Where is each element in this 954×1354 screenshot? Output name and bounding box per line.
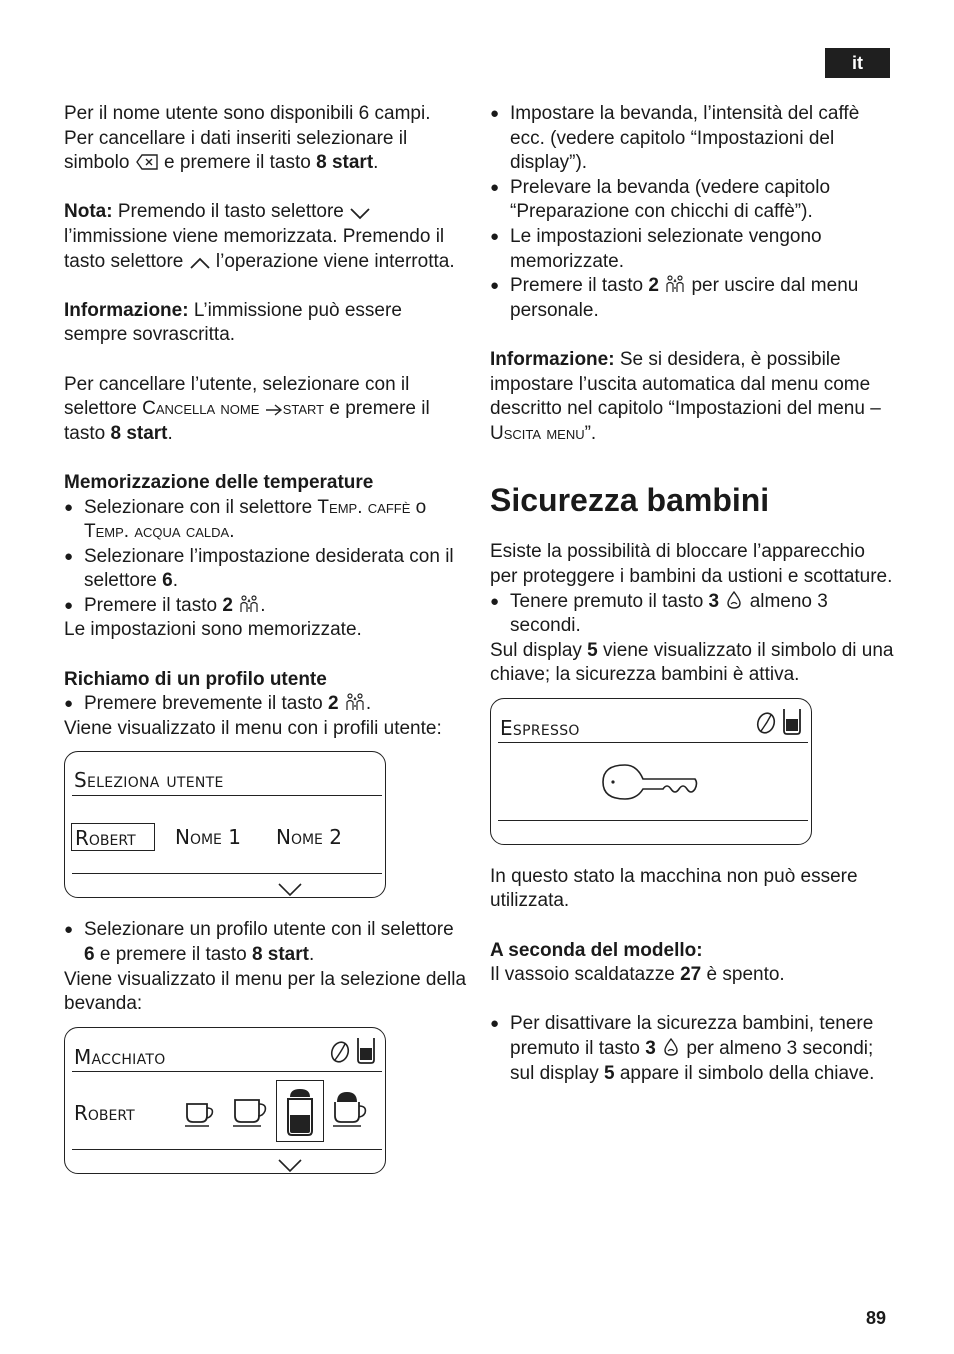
model-heading: A seconda del modello:: [490, 939, 703, 961]
right-column: [490, 102, 894, 1086]
locked-state-text: In questo stato la macchina non può essere utilizzata.: [490, 865, 858, 912]
espresso-cup-icon: [183, 1100, 217, 1136]
child-lock-intro: Esiste la possibilità di bloccare l’apparecchio per proteggere i bambini da ustioni e scottature.: [490, 541, 893, 587]
list-item: ● Selezionare con il selettore Temp. caffè o Temp. acqua calda.: [64, 496, 468, 545]
list-item: ● Impostare la bevanda, l’intensità del caffè ecc. (vedere capitolo “Impostazioni del display”).: [490, 102, 894, 176]
left-column: [64, 102, 468, 1194]
language-tab: it: [825, 48, 890, 78]
display-option: Nome 2: [276, 825, 342, 850]
list-item: ● Prelevare la bevanda (vedere capitolo “Preparazione con chicchi di caffè”).: [490, 176, 894, 225]
list-item: ● Tenere premuto il tasto 3 almeno 3 secondi.: [490, 590, 894, 639]
cup-strength-icon: [781, 707, 803, 743]
model-text: Il vassoio scaldatazze 27 è spento.: [490, 964, 785, 986]
list-item: ● Premere il tasto 2 per uscire dal menu personale.: [490, 274, 894, 323]
cappuccino-cup-icon: [331, 1086, 369, 1136]
list-item: ● Selezionare un profilo utente con il selettore 6 e premere il tasto 8 start.: [64, 918, 468, 967]
list-item: ● Per disattivare la sicurezza bambini, tenere premuto il tasto 3 per almeno 3 secondi; sul display 5 appare il simbolo della chiave.: [490, 1012, 894, 1086]
chevron-down-icon: [277, 879, 303, 904]
bean-icon: [329, 1040, 351, 1070]
profile-heading: Richiamo di un profilo utente: [64, 668, 327, 690]
macchiato-glass-icon-selected: [276, 1080, 324, 1142]
coffee-cup-icon: [231, 1098, 269, 1136]
chevron-down-icon: [349, 206, 371, 220]
cup-strength-icon: [355, 1036, 377, 1072]
page-number: 89: [866, 1308, 887, 1328]
display-header: Espresso: [500, 715, 580, 740]
user-profiles-icon: [664, 274, 686, 294]
care-drop-icon: [661, 1037, 681, 1057]
auto-exit-info: Informazione: Se si desidera, è possibile impostare l’uscita automatica dal menu come descritto nel capitolo “Impostazioni del menu – Uscita menu”.: [490, 348, 881, 444]
temperature-heading: Memorizzazione delle temperature: [64, 471, 374, 493]
list-item: ● Le impostazioni selezionate vengono memorizzate.: [490, 225, 894, 274]
chevron-down-icon: [277, 1155, 303, 1180]
key-icon: [601, 761, 701, 809]
user-profiles-icon: [238, 594, 260, 614]
arrow-right-icon: [265, 403, 283, 417]
user-profiles-icon: [344, 692, 366, 712]
intro-paragraph: Per il nome utente sono disponibili 6 campi. Per cancellare i dati inseriti selezionare il simbolo e premere il tasto 8 start.: [64, 103, 431, 174]
profile-menu-text: Viene visualizzato il menu con i profili utente:: [64, 717, 442, 739]
bean-icon: [755, 711, 777, 741]
info-paragraph: Informazione: L’immissione può essere sempre sovrascritta.: [64, 299, 402, 346]
delete-symbol-icon: [135, 153, 159, 171]
chevron-up-icon: [189, 256, 211, 270]
beverage-select-display: [64, 1027, 386, 1174]
user-select-display: [64, 751, 386, 898]
saved-text: Le impostazioni sono memorizzate.: [64, 619, 362, 641]
display-user-name: Robert: [74, 1100, 135, 1125]
display-option-selected: Robert: [71, 823, 155, 851]
care-drop-icon: [724, 590, 744, 610]
delete-user-paragraph: Per cancellare l’utente, selezionare con il selettore Cancella nome start e premere il tasto 8 start.: [64, 373, 430, 444]
beverage-menu-text: Viene visualizzato il menu per la selezione della bevanda:: [64, 968, 467, 1015]
display-header: Seleziona utente: [74, 768, 224, 793]
child-lock-display-text: Sul display 5 viene visualizzato il simbolo di una chiave; la sicurezza bambini è attiva.: [490, 639, 894, 686]
child-lock-display: [490, 698, 812, 845]
list-item: ● Premere brevemente il tasto 2 .: [64, 692, 468, 717]
note-paragraph: Nota: Premendo il tasto selettore l’immissione viene memorizzata. Premendo il tasto selettore l’operazione viene interrotta.: [64, 201, 455, 272]
section-title: Sicurezza bambini: [490, 482, 770, 519]
display-header: Macchiato: [74, 1044, 166, 1069]
list-item: ● Selezionare l’impostazione desiderata con il selettore 6.: [64, 545, 468, 594]
list-item: ● Premere il tasto 2 .: [64, 594, 468, 619]
display-option: Nome 1: [175, 825, 241, 850]
